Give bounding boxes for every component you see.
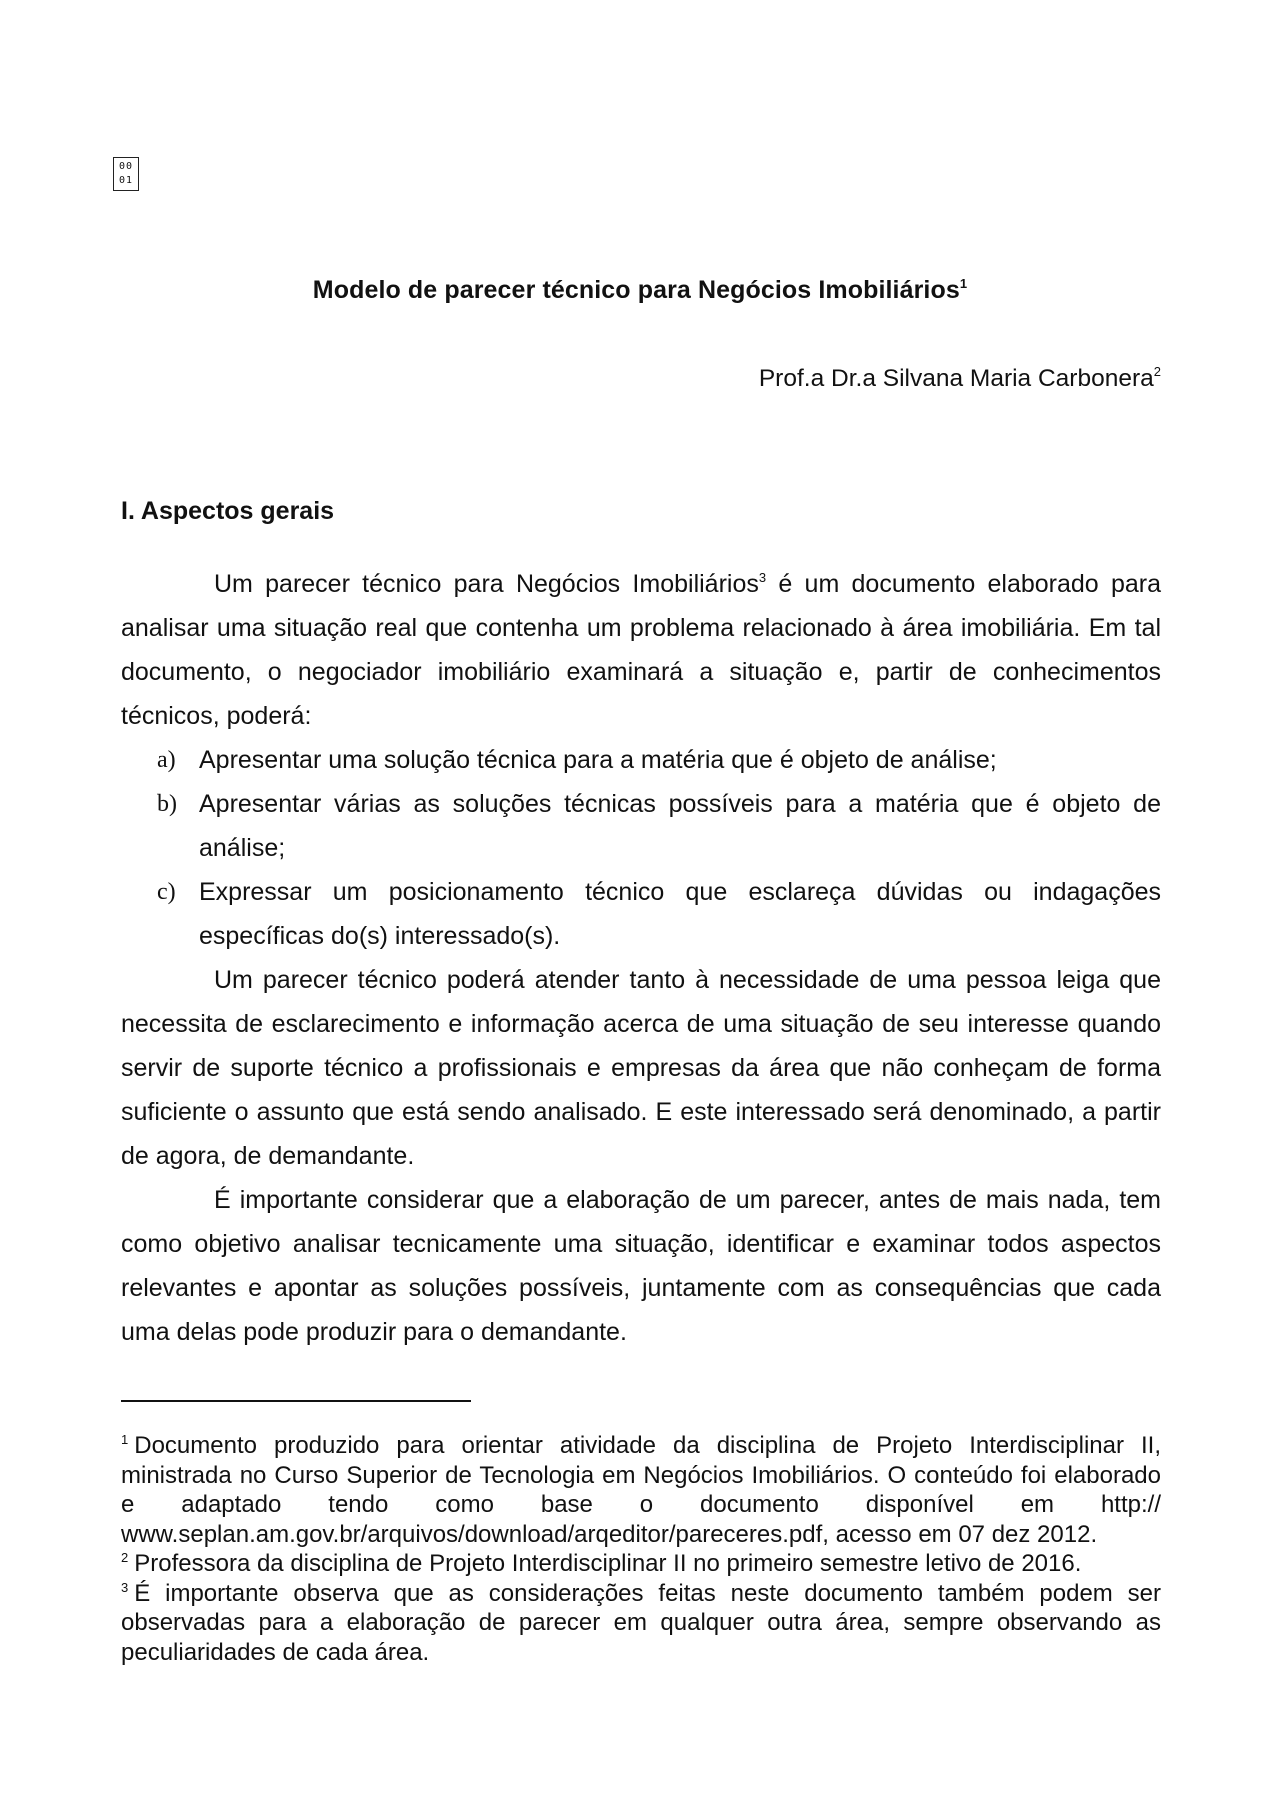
footnote-text: É importante observa que as considerações feitas neste documento também podem ser observadas para a elaboração de parecer em qualquer outra área, sempre observando as peculiaridades de cada área. [121, 1579, 1161, 1666]
footnote-separator [121, 1400, 471, 1402]
glyph-row-2: 01 [118, 175, 134, 186]
author-name: Prof.a Dr.a Silvana Maria Carbonera [758, 365, 1154, 392]
missing-glyph-icon [113, 157, 139, 191]
list-item [121, 738, 1161, 782]
document-title [0, 276, 1280, 305]
footnote-text: Documento produzido para orientar atividade da disciplina de Projeto Interdisciplinar II, ministrada no Curso Superior de Tecnologia em Negócios Imobiliários. O conteúdo foi elaborado e adaptado tendo como base o documento disponível em http:// www.seplan.am.gov.br/arquivos/download/arqeditor/pareceres.pdf, acesso em 07 dez 2012. [121, 1432, 1161, 1548]
list-marker: b) [157, 791, 177, 817]
footnote-2 [121, 1549, 1161, 1579]
footnote-ref-1: 1 [959, 276, 968, 291]
list-item-text: Expressar um posicionamento técnico que esclareça dúvidas ou indagações específicas do(s) interessado(s). [199, 878, 1161, 950]
footnote-text: Professora da disciplina de Projeto Interdisciplinar II no primeiro semestre letivo de 2016. [134, 1550, 1082, 1577]
glyph-row-1: 00 [118, 161, 134, 172]
footnotes [121, 1431, 1161, 1667]
footnote-1 [121, 1431, 1161, 1549]
list-item [121, 870, 1161, 958]
footnote-mark: 3 [121, 1579, 129, 1595]
list-item-text: Apresentar uma solução técnica para a matéria que é objeto de análise; [199, 746, 997, 774]
list-marker: a) [157, 747, 176, 773]
list-item-text: Apresentar várias as soluções técnicas possíveis para a matéria que é objeto de análise; [199, 790, 1161, 862]
options-list [121, 738, 1161, 958]
footnote-ref-3: 3 [758, 570, 767, 585]
footnote-ref-2: 2 [1153, 364, 1161, 379]
paragraph-1-rest: é um documento elaborado para analisar uma situação real que contenha um problema relacionado à área imobiliária. Em tal documento, o negociador imobiliário examinará a situação e, partir de conhecimentos técnicos, poderá: [121, 570, 1161, 730]
paragraph-1 [121, 562, 1161, 738]
author-line [759, 365, 1161, 393]
footnote-mark: 2 [121, 1550, 129, 1565]
paragraph-2: Um parecer técnico poderá atender tanto à necessidade de uma pessoa leiga que necessita de esclarecimento e informação acerca de uma situação de seu interesse quando servir de suporte técnico a profissionais e empresas da área que não conheçam de forma suficiente o assunto que está sendo analisado. E este interessado será denominado, a partir de agora, de demandante. [121, 966, 1161, 1170]
section-heading: I. Aspectos gerais [121, 497, 335, 525]
paragraph-3: É importante considerar que a elaboração de um parecer, antes de mais nada, tem como objetivo analisar tecnicamente uma situação, identificar e examinar todos aspectos relevantes e apontar as soluções possíveis, juntamente com as consequências que cada uma delas pode produzir para o demandante. [121, 1186, 1161, 1346]
document-title-text: Modelo de parecer técnico para Negócios Imobiliários [312, 276, 960, 304]
list-item [121, 782, 1161, 870]
footnote-mark: 1 [121, 1432, 129, 1447]
list-marker: c) [157, 879, 176, 905]
body-text [121, 562, 1161, 1354]
footnote-3 [121, 1579, 1161, 1668]
paragraph-1-start: Um parecer técnico para Negócios Imobiliários [214, 570, 759, 598]
